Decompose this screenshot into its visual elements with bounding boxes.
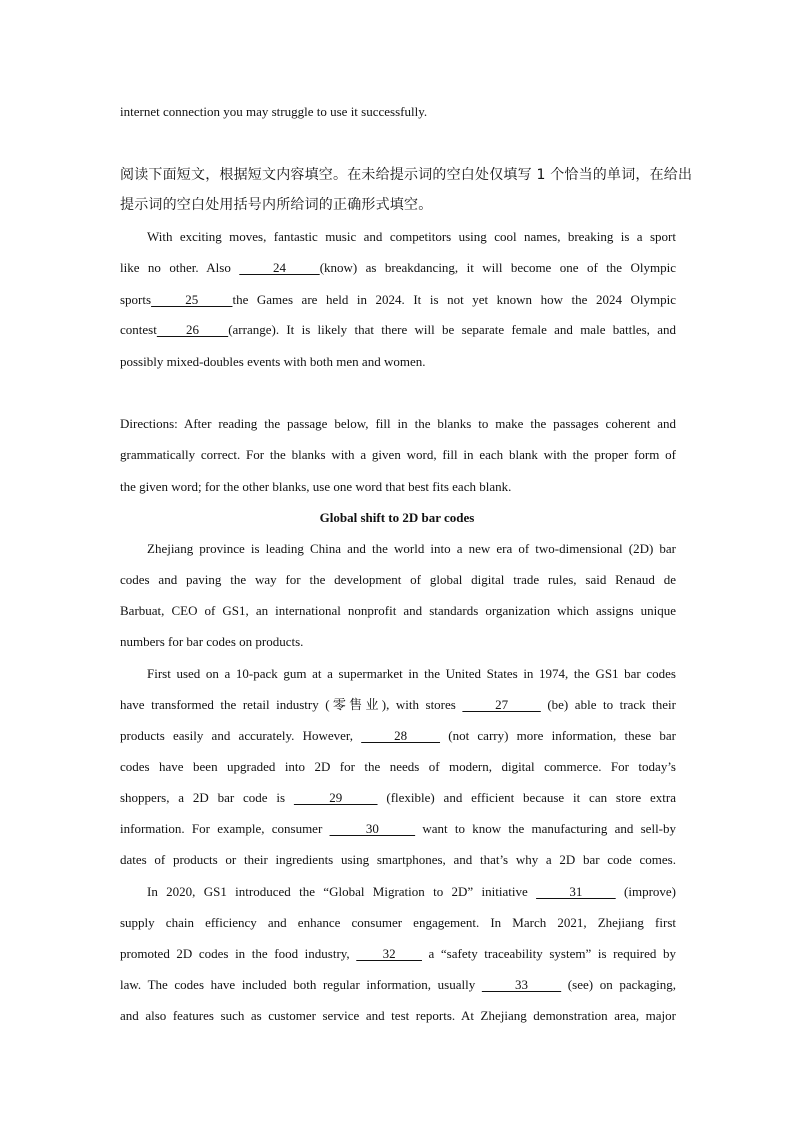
text-line [120,759,676,775]
text-span: dates of products or their ingredients using smartphones, and that’s why a 2D bar code comes. [120,852,676,867]
chinese-instruction-line [120,167,693,183]
text-span: 阅读下面短文，根据短文内容填空。在未给提示词的空白处仅填写 1 个恰当的单词，在给出 [120,167,693,183]
text-line [120,977,676,993]
text-line [120,852,676,868]
text-line [120,603,676,619]
text-span: (flexible) and efficient because it can store extra [377,790,677,805]
directions-line [120,479,676,495]
text-span: With exciting moves, fantastic music and competitors using cool names, breaking is a sport [147,229,676,244]
text-span: have transformed the retail industry (零售业), with stores [120,697,463,712]
answer-blank-31[interactable]: 31 [536,884,616,899]
text-line [120,1008,676,1024]
text-span: (be) able to track their [540,697,676,712]
text-span: (not carry) more information, these bar [440,728,676,743]
answer-blank-30[interactable]: 30 [329,821,416,836]
text-line [147,884,676,900]
text-span: (arrange). It is likely that there will be separate female and male battles, and [228,322,677,337]
text-span: promoted 2D codes in the food industry, [120,946,357,961]
text-line [120,572,676,588]
text-span: want to know the manufacturing and sell-by [415,821,677,836]
text-span: Directions: After reading the passage below, fill in the blanks to make the passages coherent and [120,416,676,431]
chinese-instruction-line [120,197,676,213]
directions-line [120,416,676,432]
text-line [120,260,676,276]
answer-blank-25[interactable]: 25 [151,292,233,307]
text-line [147,541,676,557]
text-span: internet connection you may struggle to use it successfully. [120,104,428,119]
text-span: information. For example, consumer [120,821,330,836]
text-span: codes have been upgraded into 2D for the needs of modern, digital commerce. For today’s [120,759,676,774]
text-span: and also features such as customer service and test reports. At Zhejiang demonstration area, major [120,1008,676,1023]
text-line [120,104,676,120]
text-span: law. The codes have included both regular information, usually [120,977,482,992]
text-span: Barbuat, CEO of GS1, an international nonprofit and standards organization which assigns unique [120,603,676,618]
text-span: grammatically correct. For the blanks with a given word, fill in each blank with the proper form of [120,447,676,462]
text-line [120,915,676,931]
text-span: (know) as breakdancing, it will become one of the Olympic [319,260,676,275]
text-line [120,728,676,744]
text-span: numbers for bar codes on products. [120,634,304,649]
text-span: products easily and accurately. However, [120,728,362,743]
answer-blank-24[interactable]: 24 [239,260,320,275]
text-span: a “safety traceability system” is required by [421,946,676,961]
text-line [120,821,676,837]
text-line [120,292,676,308]
answer-blank-29[interactable]: 29 [293,790,378,805]
text-line [147,229,676,245]
answer-blank-32[interactable]: 32 [356,946,422,961]
text-span: 提示词的空白处用括号内所给词的正确形式填空。 [120,197,433,213]
directions-line [120,447,676,463]
text-span: the Games are held in 2024. It is not yet known how the 2024 Olympic [232,292,677,307]
text-line [120,322,676,338]
text-line [120,634,676,650]
text-span: shoppers, a 2D bar code is [120,790,294,805]
text-line [147,666,676,682]
text-span: First used on a 10-pack gum at a supermarket in the United States in 1974, the GS1 bar codes [147,666,676,681]
answer-blank-28[interactable]: 28 [361,728,441,743]
text-span: contest [120,322,157,337]
text-span: possibly mixed-doubles events with both men and women. [120,354,426,369]
answer-blank-26[interactable]: 26 [156,322,229,337]
text-line [120,697,676,713]
text-span: (see) on packaging, [561,977,676,992]
text-line [120,790,676,806]
text-span: like no other. Also [120,260,240,275]
text-span: sports [120,292,152,307]
answer-blank-33[interactable]: 33 [481,977,562,992]
text-line [120,354,676,370]
text-span: supply chain efficiency and enhance consumer engagement. In March 2021, Zhejiang first [120,915,676,930]
text-span: codes and paving the way for the development of global digital trade rules, said Renaud de [120,572,676,587]
passage-title: Global shift to 2D bar codes [319,510,475,525]
text-span: Zhejiang province is leading China and the world into a new era of two-dimensional (2D) bar [147,541,676,556]
text-span: (improve) [615,884,677,899]
text-line [120,946,676,962]
text-span: the given word; for the other blanks, use one word that best fits each blank. [120,479,512,494]
answer-blank-27[interactable]: 27 [462,697,541,712]
text-span: In 2020, GS1 introduced the “Global Migration to 2D” initiative [147,884,537,899]
